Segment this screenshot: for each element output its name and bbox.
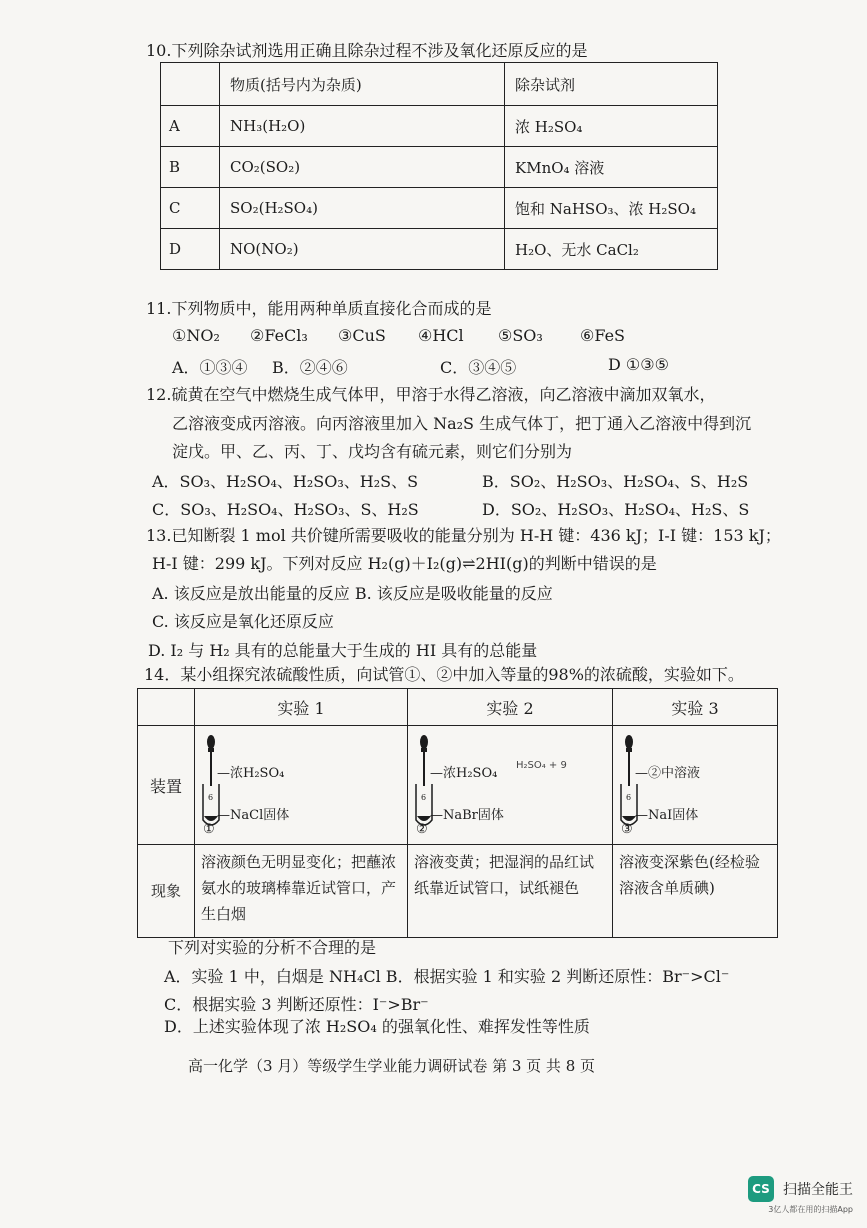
svg-text:6: 6	[208, 793, 214, 802]
table-header-row	[138, 689, 778, 726]
table-row	[161, 188, 718, 229]
test-tube-dropper-icon	[613, 726, 653, 844]
phenomenon-cell: 溶液变黄；把湿润的品红试纸靠近试管口，试纸褪色	[408, 845, 613, 938]
row-label: A	[161, 106, 220, 147]
scanner-app-name: 扫描全能王	[783, 1182, 853, 1198]
apparatus-cell	[613, 726, 778, 845]
svg-text:6: 6	[626, 793, 632, 802]
q14-question: 下列对实验的分析不合理的是	[168, 938, 377, 957]
substance-cell: NH₃(H₂O)	[220, 106, 505, 147]
q11-item: ④HCl	[418, 326, 464, 345]
q10-stem: 10.下列除杂试剂选用正确且除杂过程不涉及氧化还原反应的是	[146, 41, 588, 60]
q14-options-ab: A．实验 1 中，白烟是 NH₄Cl B．根据实验 1 和实验 2 判断还原性：Br⁻>Cl⁻	[164, 967, 730, 986]
row-label: 装置	[138, 726, 195, 845]
table-row	[161, 229, 718, 270]
header-cell: 实验 2	[408, 689, 613, 726]
row-label: D	[161, 229, 220, 270]
phenomenon-cell: 溶液颜色无明显变化；把蘸浓氨水的玻璃棒靠近试管口，产生白烟	[195, 845, 408, 938]
apparatus-cell	[195, 726, 408, 845]
q13-stem-line2: H-I 键：299 kJ。下列对反应 H₂(g)＋I₂(g)⇌2HI(g)的判断中错误的是	[152, 554, 657, 573]
table-row	[161, 106, 718, 147]
q12-option-a: A．SO₃、H₂SO₄、H₂SO₃、H₂S、S	[152, 472, 419, 491]
q12-stem-line3: 淀戊。甲、乙、丙、丁、戊均含有硫元素，则它们分别为	[172, 442, 573, 461]
q11-stem: 11.下列物质中，能用两种单质直接化合而成的是	[146, 299, 492, 318]
reagent-label: —浓H₂SO₄	[217, 766, 285, 781]
q11-item: ⑥FeS	[580, 326, 625, 345]
header-cell: 实验 3	[613, 689, 778, 726]
scanner-logo-icon: CS	[748, 1176, 774, 1202]
q13-stem-line1: 13.已知断裂 1 mol 共价键所需要吸收的能量分别为 H-H 键：436 kJ；I-I 键：153 kJ；	[146, 526, 781, 545]
phenomenon-cell: 溶液变深紫色(经检验溶液含单质碘)	[613, 845, 778, 938]
q14-option-d: D．上述实验体现了浓 H₂SO₄ 的强氧化性、难挥发性等性质	[164, 1017, 590, 1036]
substance-cell: CO₂(SO₂)	[220, 147, 505, 188]
header-cell: 实验 1	[195, 689, 408, 726]
page-footer: 高一化学（3 月）等级学生学业能力调研试卷 第 3 页 共 8 页	[188, 1057, 596, 1075]
solid-label: —NaCl固体	[217, 808, 290, 823]
solid-label: —NaI固体	[635, 808, 699, 823]
svg-text:6: 6	[421, 793, 427, 802]
q13-option-d: D. I₂ 与 H₂ 具有的总能量大于生成的 HI 具有的总能量	[148, 641, 538, 660]
apparatus-row	[138, 726, 778, 845]
q14-table	[137, 688, 778, 938]
scanner-tagline: 3亿人都在用的扫描App	[768, 1205, 853, 1214]
q12-stem-line1: 12.硫黄在空气中燃烧生成气体甲，甲溶于水得乙溶液，向乙溶液中滴加双氧水，	[146, 385, 716, 404]
row-label: C	[161, 188, 220, 229]
reagent-cell: KMnO₄ 溶液	[505, 147, 718, 188]
test-tube-dropper-icon	[408, 726, 448, 844]
q11-option-b: B．②④⑥	[272, 358, 348, 377]
q13-option-c: C. 该反应是氧化还原反应	[152, 612, 334, 631]
q13-options-ab: A. 该反应是放出能量的反应 B. 该反应是吸收能量的反应	[152, 584, 553, 603]
q11-option-c: C．③④⑤	[440, 358, 517, 377]
table-header-row	[161, 63, 718, 106]
test-tube-dropper-icon	[195, 726, 235, 844]
q14-option-c: C．根据实验 3 判断还原性：I⁻>Br⁻	[164, 995, 429, 1014]
reagent-cell: 浓 H₂SO₄	[505, 106, 718, 147]
q12-option-c: C．SO₃、H₂SO₄、H₂SO₃、S、H₂S	[152, 500, 419, 519]
solid-label: —NaBr固体	[430, 808, 504, 823]
table-row	[161, 147, 718, 188]
q11-item: ①NO₂	[172, 326, 220, 345]
q11-option-a: A．①③④	[172, 358, 248, 377]
q12-stem-line2: 乙溶液变成丙溶液。向丙溶液里加入 Na₂S 生成气体丁，把丁通入乙溶液中得到沉	[172, 414, 752, 433]
row-label: B	[161, 147, 220, 188]
reagent-label: —浓H₂SO₄	[430, 766, 498, 781]
phenomena-row	[138, 845, 778, 938]
q14-stem: 14．某小组探究浓硫酸性质，向试管①、②中加入等量的98%的浓硫酸，实验如下。	[144, 665, 744, 684]
q12-option-b: B．SO₂、H₂SO₃、H₂SO₄、S、H₂S	[482, 472, 749, 491]
q11-option-d: D ①③⑤	[608, 355, 669, 374]
q10-table	[160, 62, 718, 270]
corner-cell	[138, 689, 195, 726]
q11-item: ⑤SO₃	[498, 326, 543, 345]
reagent-label: —②中溶液	[635, 766, 701, 781]
substance-cell: NO(NO₂)	[220, 229, 505, 270]
handwritten-note: H₂SO₄ + 9	[516, 760, 567, 771]
tube-number: ①	[203, 822, 215, 837]
tube-number: ③	[621, 822, 633, 837]
header-cell: 物质(括号内为杂质)	[220, 63, 505, 106]
scanner-watermark	[748, 1176, 853, 1215]
q11-item: ②FeCl₃	[250, 326, 308, 345]
q12-option-d: D．SO₂、H₂SO₃、H₂SO₄、H₂S、S	[482, 500, 750, 519]
substance-cell: SO₂(H₂SO₄)	[220, 188, 505, 229]
reagent-cell: 饱和 NaHSO₃、浓 H₂SO₄	[505, 188, 718, 229]
q11-item: ③CuS	[338, 326, 386, 345]
apparatus-cell	[408, 726, 613, 845]
header-cell: 除杂试剂	[505, 63, 718, 106]
header-cell	[161, 63, 220, 106]
row-label: 现象	[138, 845, 195, 938]
tube-number: ②	[416, 822, 428, 837]
reagent-cell: H₂O、无水 CaCl₂	[505, 229, 718, 270]
